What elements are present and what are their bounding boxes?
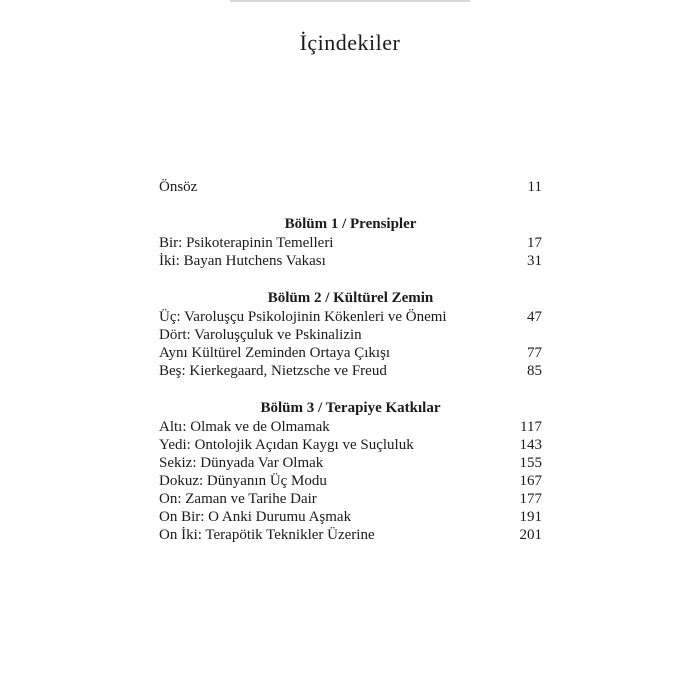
toc-entry-page: 143 xyxy=(519,437,542,453)
toc-entry-label: Aynı Kültürel Zeminden Ortaya Çıkışı xyxy=(159,345,391,361)
toc-entry-page: 117 xyxy=(520,419,542,435)
toc-entry xyxy=(159,308,542,326)
table-of-contents xyxy=(159,178,542,544)
toc-entry-label: İki: Bayan Hutchens Vakası xyxy=(159,253,326,269)
toc-entry xyxy=(159,436,542,454)
toc-entry-label: Altı: Olmak ve de Olmamak xyxy=(159,419,330,435)
toc-entry xyxy=(159,472,542,490)
toc-entry-label: On İki: Terapötik Teknikler Üzerine xyxy=(159,527,375,543)
toc-entry-page: 85 xyxy=(527,363,542,379)
toc-entry xyxy=(159,418,542,436)
toc-entry-page: 31 xyxy=(527,253,542,269)
toc-entry-label: Sekiz: Dünyada Var Olmak xyxy=(159,455,324,471)
toc-entry-page: 191 xyxy=(519,509,542,525)
toc-entry-page: 77 xyxy=(527,345,542,361)
toc-entry-label: On: Zaman ve Tarihe Dair xyxy=(159,491,317,507)
section-heading-1: Bölüm 1 / Prensipler xyxy=(284,216,417,232)
toc-entry-page: 177 xyxy=(519,491,542,507)
toc-entry xyxy=(159,454,542,472)
toc-entry-label: Beş: Kierkegaard, Nietzsche ve Freud xyxy=(159,363,387,379)
page-title: İçindekiler xyxy=(299,30,401,55)
toc-entry-label: Dokuz: Dünyanın Üç Modu xyxy=(159,473,327,489)
toc-entry-label: Bir: Psikoterapinin Temelleri xyxy=(159,235,334,251)
toc-entry xyxy=(159,252,542,270)
toc-entry xyxy=(159,490,542,508)
toc-entry-label: Dört: Varoluşçuluk ve Pskinalizin xyxy=(159,327,362,343)
toc-entry-page: 47 xyxy=(527,309,542,325)
toc-entry xyxy=(159,234,542,252)
toc-entry-page: 11 xyxy=(527,179,542,195)
toc-entry xyxy=(159,326,542,344)
toc-entry-label: Yedi: Ontolojik Açıdan Kaygı ve Suçluluk xyxy=(159,437,414,453)
toc-entry-preface xyxy=(159,178,542,196)
toc-entry-page: 155 xyxy=(519,455,542,471)
toc-entry-label: On Bir: O Anki Durumu Aşmak xyxy=(159,509,352,525)
toc-entry xyxy=(159,362,542,380)
top-edge-line xyxy=(230,0,470,2)
toc-entry-label: Önsöz xyxy=(159,179,198,195)
toc-entry xyxy=(159,526,542,544)
toc-entry-page: 167 xyxy=(519,473,542,489)
toc-entry-label: Üç: Varoluşçu Psikolojinin Kökenleri ve Önemi xyxy=(159,309,447,325)
section-heading-3: Bölüm 3 / Terapiye Katkılar xyxy=(260,400,441,416)
toc-entry-page: 201 xyxy=(519,527,542,543)
toc-entry xyxy=(159,508,542,526)
section-heading-2: Bölüm 2 / Kültürel Zemin xyxy=(267,290,434,306)
toc-entry xyxy=(159,344,542,362)
toc-entry-page: 17 xyxy=(527,235,542,251)
